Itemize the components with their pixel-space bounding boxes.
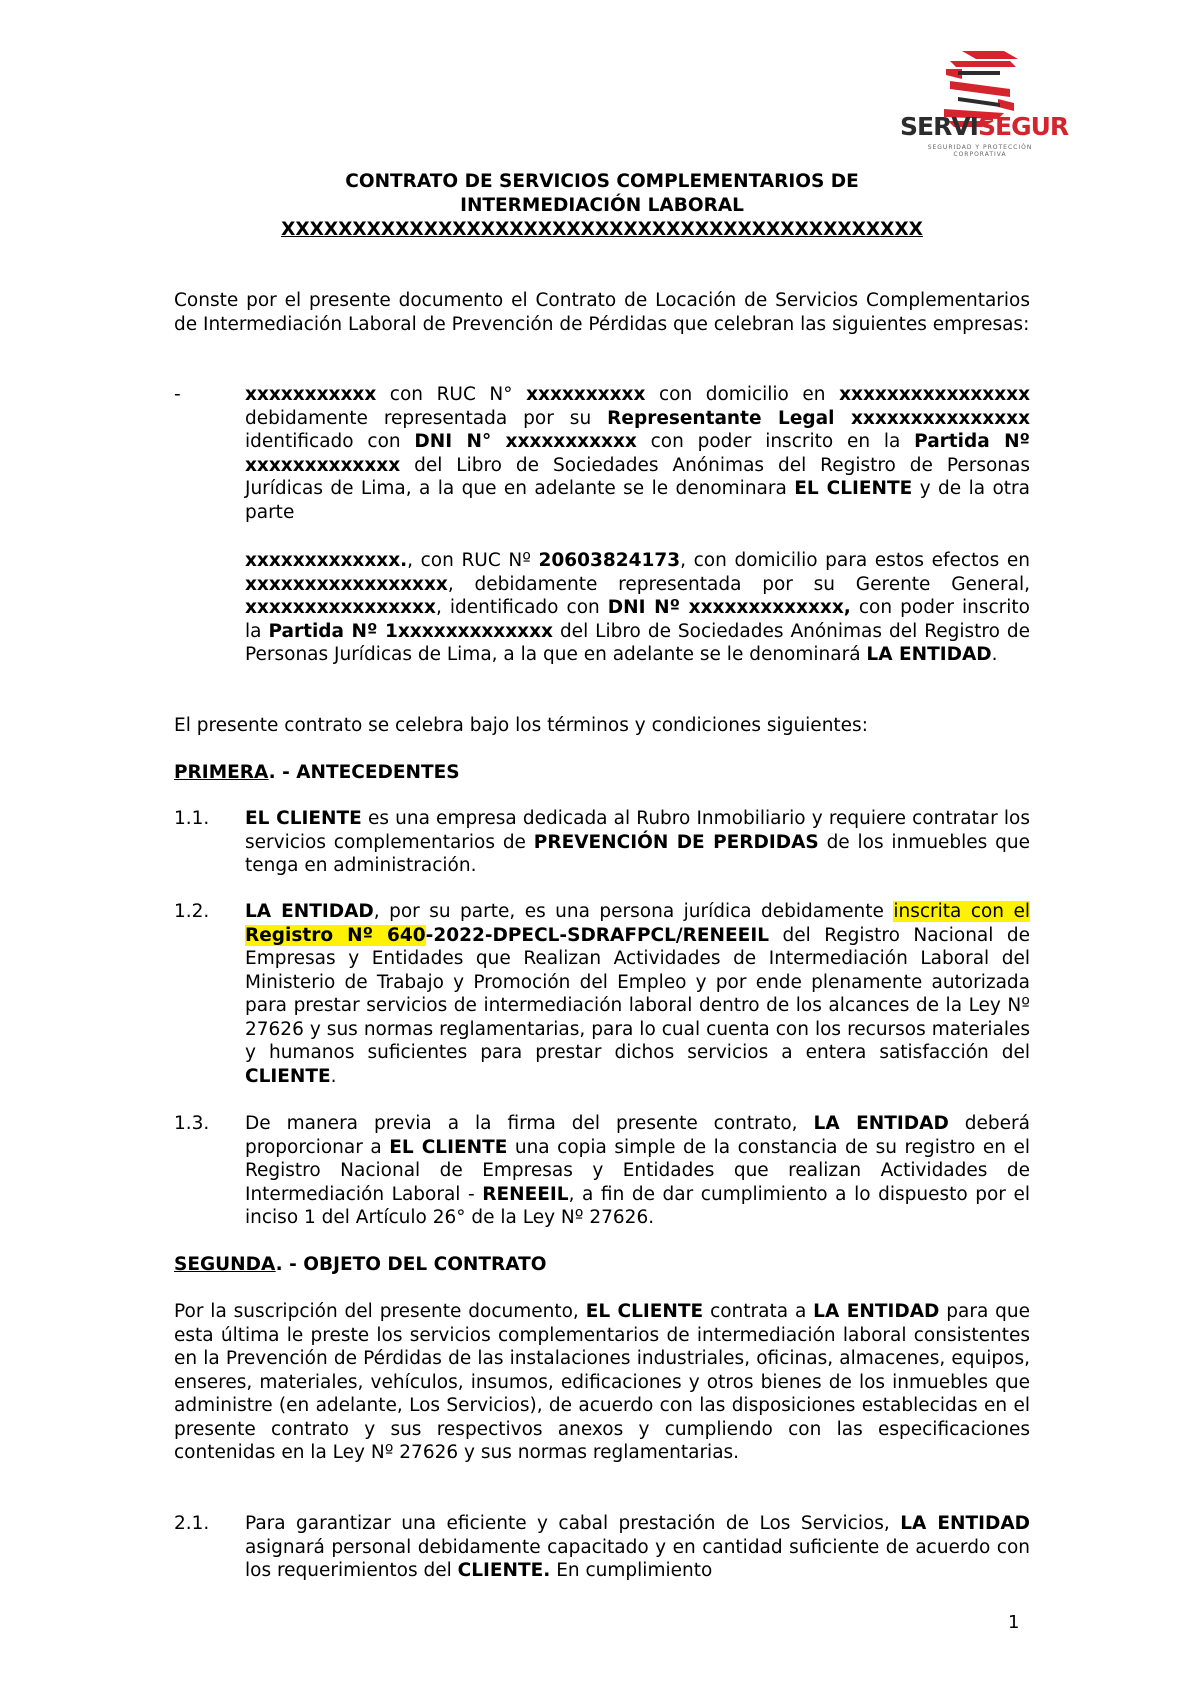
- page-number: 1: [1008, 1612, 1020, 1633]
- intro-paragraph: Conste por el presente documento el Contrato de Locación de Servicios Complementarios de Intermediación Laboral de Prevención de Pérdidas que celebran las siguientes empresas:: [174, 290, 1030, 335]
- title-line-3: XXXXXXXXXXXXXXXXXXXXXXXXXXXXXXXXXXXXXXXXXXXXX: [281, 219, 923, 240]
- clause-segunda-paragraph: Por la suscripción del presente documento, EL CLIENTE contrata a LA ENTIDAD para que esta última le preste los servicios complementarios de intermediación laboral consistentes en la Prevención de Pérdidas de las instalaciones industriales, oficinas, almacenes, equipos, enseres, materiales, vehículos, insumos, edificaciones y otros bienes de los inmuebles que administre (en adelante, Los Servicios), de acuerdo con las disposiciones establecidas en el presente contrato y sus respectivos anexos y cumpliendo con las especificaciones contenidas en la Ley Nº 27626 y sus normas reglamentarias.: [174, 1301, 1031, 1463]
- clause-1-2-number: 1.2.: [174, 901, 210, 922]
- clause-segunda-heading: SEGUNDA. - OBJETO DEL CONTRATO: [174, 1254, 547, 1275]
- party2-paragraph: xxxxxxxxxxxxx., con RUC Nº 20603824173, con domicilio para estos efectos en xxxxxxxxxxxxxxxxx, debidamente representada por su Gerente General, xxxxxxxxxxxxxxxx, identificado con DNI Nº xxxxxxxxxxxxx, con poder inscrito la Partida Nº 1xxxxxxxxxxxxx del Libro de Sociedades Anónimas del Registro de Personas Jurídicas de Lima, a la que en adelante se le denominará LA ENTIDAD.: [245, 550, 1030, 665]
- clause-primera-heading: PRIMERA. - ANTECEDENTES: [174, 762, 460, 783]
- clause-2-1-text: Para garantizar una eficiente y cabal prestación de Los Servicios, LA ENTIDAD asignará personal debidamente capacitado y en cantidad suficiente de acuerdo con los requerimientos del CLIENTE. En cumplimiento: [245, 1513, 1031, 1581]
- clause-1-2-text: LA ENTIDAD, por su parte, es una persona jurídica debidamente inscrita con el Registro Nº 640-2022-DPECL-SDRAFPCL/RENEEIL del Registro Nacional de Empresas y Entidades que Realizan Actividades de Intermediación Laboral del Ministerio de Trabajo y Promoción del Empleo y por ende plenamente autorizada para prestar servicios de intermediación laboral dentro de los alcances de la Ley Nº 27626 y sus normas reglamentarias, para lo cual cuenta con los recursos materiales y humanos suficientes para prestar dichos servicios a entera satisfacción del CLIENTE.: [245, 901, 1031, 1087]
- clause-1-1-text: EL CLIENTE es una empresa dedicada al Rubro Inmobiliario y requiere contratar los servicios complementarios de PREVENCIÓN DE PERDIDAS de los inmuebles que tenga en administración.: [245, 808, 1031, 876]
- party1-paragraph: xxxxxxxxxxx con RUC N° xxxxxxxxxx con domicilio en xxxxxxxxxxxxxxxx debidamente representada por su Representante Legal xxxxxxxxxxxxxxx identificado con DNI N° xxxxxxxxxxx con poder inscrito en la Partida Nº xxxxxxxxxxxxx del Libro de Sociedades Anónimas del Registro de Personas Jurídicas de Lima, a la que en adelante se le denominara EL CLIENTE y de la otra parte: [245, 384, 1031, 523]
- clause-1-3-number: 1.3.: [174, 1113, 210, 1134]
- clause-2-1-number: 2.1.: [174, 1513, 210, 1534]
- clause-1-1-number: 1.1.: [174, 808, 210, 829]
- logo-tagline: SEGURIDAD Y PROTECCIÓN CORPORATIVA: [927, 144, 1033, 158]
- logo-brand-text: SERVISEGUR: [900, 112, 1069, 141]
- party1-dash: -: [174, 384, 181, 405]
- terms-intro: El presente contrato se celebra bajo los términos y condiciones siguientes:: [174, 715, 868, 736]
- title-line-2: INTERMEDIACIÓN LABORAL: [460, 195, 744, 216]
- clause-1-3-text: De manera previa a la firma del presente contrato, LA ENTIDAD deberá proporcionar a EL CLIENTE una copia simple de la constancia de su registro en el Registro Nacional de Empresas y Entidades que realizan Actividades de Intermediación Laboral - RENEEIL, a fin de dar cumplimiento a lo dispuesto por el inciso 1 del Artículo 26° de la Ley Nº 27626.: [245, 1113, 1030, 1228]
- title-line-1: CONTRATO DE SERVICIOS COMPLEMENTARIOS DE: [345, 171, 859, 192]
